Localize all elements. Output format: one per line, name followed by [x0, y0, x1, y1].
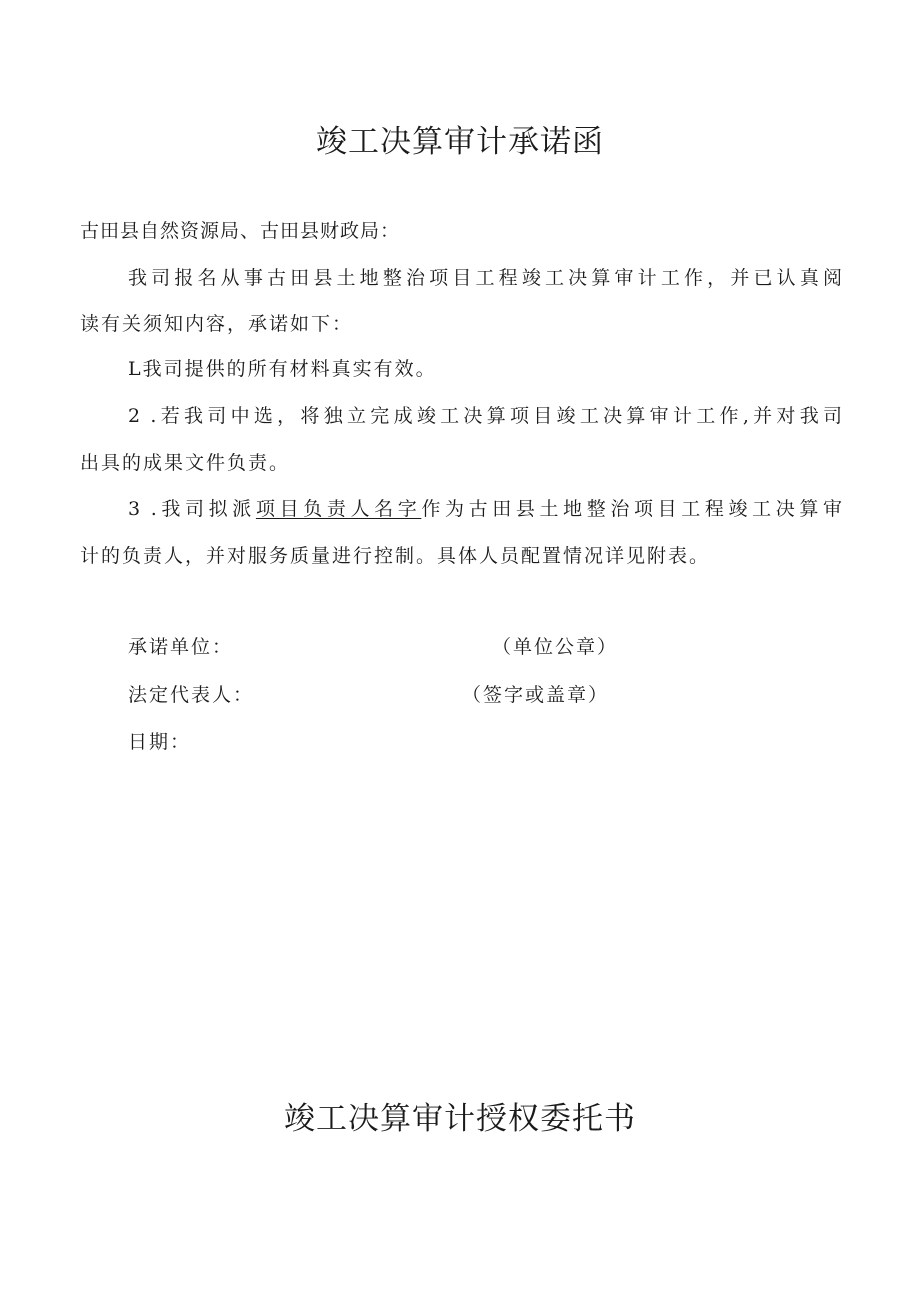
item-3-prefix: 3 .我司拟派 [128, 498, 256, 520]
intro-paragraph-line-1: 我司报名从事古田县土地整治项目工程竣工决算审计工作，并已认真阅 [128, 267, 842, 289]
commitment-item-3-line-2: 计的负责人，并对服务质量进行控制。具体人员配置情况详见附表。 [80, 545, 711, 567]
unit-seal-note: （单位公章） [492, 636, 619, 658]
page-title: 竣工决算审计承诺函 [316, 124, 604, 160]
signature-or-seal-note: （签字或盖章） [462, 684, 610, 706]
item-3-suffix: 作为古田县土地整治项目工程竣工决算审 [421, 498, 842, 520]
addressee: 古田县自然资源局、古田县财政局： [80, 220, 401, 242]
committing-unit-label: 承诺单位： [128, 636, 234, 658]
commitment-item-3-line-1 [128, 496, 842, 522]
authorization-letter-title: 竣工决算审计授权委托书 [284, 1101, 636, 1137]
commitment-item-1: L我司提供的所有材料真实有效。 [128, 358, 437, 380]
legal-representative-label: 法定代表人： [128, 684, 255, 706]
commitment-item-2-line-1: 2 .若我司中选，将独立完成竣工决算项目竣工决算审计工作,并对我司 [128, 405, 842, 427]
intro-paragraph-line-2: 读有关须知内容，承诺如下： [80, 313, 354, 335]
project-leader-name-placeholder: 项目负责人名字 [255, 498, 422, 520]
date-label: 日期： [128, 731, 192, 753]
commitment-item-2-line-2: 出具的成果文件负责。 [80, 452, 291, 474]
